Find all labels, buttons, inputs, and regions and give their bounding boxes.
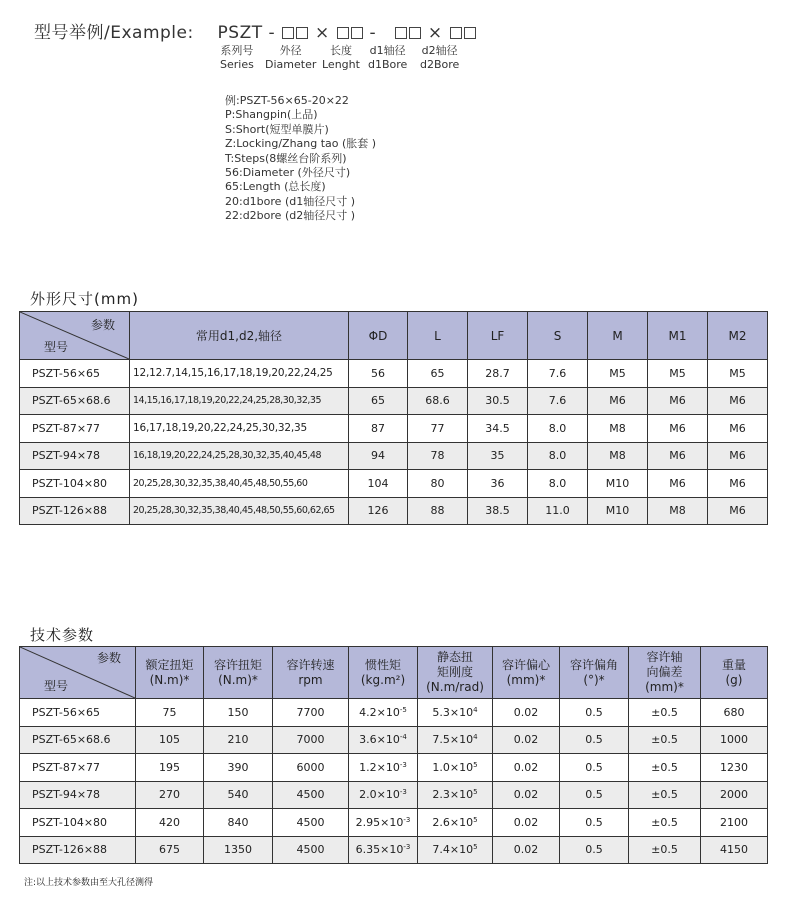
model-cell: PSZT-94×78 — [20, 781, 136, 809]
corner-param-label: 参数 — [90, 318, 115, 332]
table-cell: 2000 — [701, 781, 768, 809]
example-title-text: 型号举例/Example: — [34, 23, 194, 43]
table-cell: 0.5 — [560, 726, 629, 754]
placeholder-box-icon — [296, 27, 308, 39]
code-label-length: 长度 Lenght — [322, 44, 360, 71]
corner-model-label: 型号 — [44, 679, 69, 693]
table-cell: 195 — [136, 754, 204, 782]
table-row — [20, 781, 768, 809]
placeholder-box-icon — [464, 27, 476, 39]
corner-model-label: 型号 — [44, 340, 69, 354]
table-cell: 0.02 — [493, 836, 560, 864]
model-cell: PSZT-94×78 — [20, 442, 130, 470]
table-cell: 210 — [204, 726, 273, 754]
code-label-diameter: 外径 Diameter — [265, 44, 317, 71]
table-cell: 0.5 — [560, 699, 629, 727]
stiffness-cell: $7.5\times 10^4$ — [418, 726, 493, 754]
table-cell: ±0.5 — [629, 699, 701, 727]
table-cell: 28.7 — [468, 360, 528, 388]
table-cell: 88 — [408, 497, 468, 525]
table-cell: 80 — [408, 470, 468, 498]
table-header-row — [20, 312, 768, 360]
table-cell: 77 — [408, 415, 468, 443]
table-row — [20, 387, 768, 415]
column-header: 重量 (g) — [701, 647, 768, 699]
column-header: L — [408, 312, 468, 360]
table-cell: 4500 — [273, 781, 349, 809]
table-cell: M6 — [708, 387, 768, 415]
table-row — [20, 836, 768, 864]
table-cell: 11.0 — [528, 497, 588, 525]
table-row — [20, 442, 768, 470]
column-header: 静态扭 矩刚度 (N.m/rad) — [418, 647, 493, 699]
column-header: M — [588, 312, 648, 360]
table-cell: 1350 — [204, 836, 273, 864]
corner-header-cell — [20, 312, 130, 360]
table-cell: M6 — [648, 442, 708, 470]
column-header: 容许轴 向偏差 (mm)* — [629, 647, 701, 699]
table-cell: 680 — [701, 699, 768, 727]
model-cell: PSZT-87×77 — [20, 415, 130, 443]
placeholder-box-icon — [351, 27, 363, 39]
bores-cell: 16,17,18,19,20,22,24,25,30,32,35 — [130, 415, 349, 443]
table-row — [20, 726, 768, 754]
model-cell: PSZT-56×65 — [20, 360, 130, 388]
column-header: 容许偏心 (mm)* — [493, 647, 560, 699]
table-cell: 675 — [136, 836, 204, 864]
note-line: 65:Length (总长度) — [225, 180, 326, 194]
table-cell: 150 — [204, 699, 273, 727]
inertia-cell: $6.35\times 10^{-3}$ — [349, 836, 418, 864]
note-line: T:Steps(8螺丝台阶系列) — [225, 151, 347, 165]
table-cell: 68.6 — [408, 387, 468, 415]
table-cell: 7.6 — [528, 387, 588, 415]
table-cell: 7.6 — [528, 360, 588, 388]
table-cell: 65 — [349, 387, 408, 415]
dims-section-title: 外形尺寸(mm) — [30, 290, 139, 308]
table-row — [20, 754, 768, 782]
column-header: 额定扭矩 (N.m)* — [136, 647, 204, 699]
note-line: 56:Diameter (外径尺寸) — [225, 166, 351, 180]
table-cell: M10 — [588, 470, 648, 498]
note-line: 22:d2bore (d2轴径尺寸 ) — [225, 209, 356, 223]
table-cell: M5 — [648, 360, 708, 388]
table-cell: M5 — [588, 360, 648, 388]
column-header: 常用d1,d2,轴径 — [130, 312, 349, 360]
table-cell: 0.5 — [560, 754, 629, 782]
table-cell: 270 — [136, 781, 204, 809]
table-cell: 36 — [468, 470, 528, 498]
table-cell: 0.02 — [493, 809, 560, 837]
column-header: M1 — [648, 312, 708, 360]
note-line: 20:d1bore (d1轴径尺寸 ) — [225, 194, 356, 208]
table-cell: 8.0 — [528, 442, 588, 470]
model-cell: PSZT-65×68.6 — [20, 726, 136, 754]
column-header: 惯性矩 (kg.m²) — [349, 647, 418, 699]
table-cell: M6 — [708, 470, 768, 498]
table-cell: 0.5 — [560, 836, 629, 864]
placeholder-box-icon — [395, 27, 407, 39]
column-header: S — [528, 312, 588, 360]
table-cell: M8 — [588, 415, 648, 443]
table-cell: M10 — [588, 497, 648, 525]
table-cell: 420 — [136, 809, 204, 837]
table-cell: 7700 — [273, 699, 349, 727]
bores-cell: 20,25,28,30,32,35,38,40,45,48,50,55,60,62,65 — [130, 497, 349, 525]
table-cell: 4150 — [701, 836, 768, 864]
table-cell: M6 — [708, 415, 768, 443]
table-cell: M8 — [648, 497, 708, 525]
code-label-d2bore: d2轴径 d2Bore — [420, 44, 460, 71]
table-cell: M6 — [708, 497, 768, 525]
model-cell: PSZT-126×88 — [20, 836, 136, 864]
table-cell: M8 — [588, 442, 648, 470]
table-cell: 38.5 — [468, 497, 528, 525]
stiffness-cell: $2.6\times 10^5$ — [418, 809, 493, 837]
code-label-series: 系列号 Series — [220, 44, 254, 71]
table-row — [20, 360, 768, 388]
table-cell: 2100 — [701, 809, 768, 837]
model-cell: PSZT-87×77 — [20, 754, 136, 782]
note-line: 例:PSZT-56×65-20×22 — [225, 94, 349, 107]
table-cell: 0.02 — [493, 781, 560, 809]
table-cell: 87 — [349, 415, 408, 443]
table-cell: 0.5 — [560, 781, 629, 809]
table-cell: 840 — [204, 809, 273, 837]
placeholder-box-icon — [409, 27, 421, 39]
table-cell: 65 — [408, 360, 468, 388]
table-cell: 35 — [468, 442, 528, 470]
bores-cell: 14,15,16,17,18,19,20,22,24,25,28,30,32,35 — [130, 387, 349, 415]
note-line: S:Short(短型单膜片) — [225, 122, 329, 136]
table-cell: 1000 — [701, 726, 768, 754]
footnote: 注:以上技术参数由至大孔径测得 — [24, 878, 154, 888]
technical-parameters-table — [19, 646, 768, 864]
column-header: 容许偏角 (°)* — [560, 647, 629, 699]
stiffness-cell: $5.3\times 10^4$ — [418, 699, 493, 727]
table-cell: 105 — [136, 726, 204, 754]
table-cell: 6000 — [273, 754, 349, 782]
table-row — [20, 497, 768, 525]
inertia-cell: $3.6\times 10^{-4}$ — [349, 726, 418, 754]
placeholder-box-icon — [282, 27, 294, 39]
table-cell: 7000 — [273, 726, 349, 754]
code-label-d1bore: d1轴径 d1Bore — [368, 44, 408, 71]
corner-param-label: 参数 — [96, 651, 121, 665]
inertia-cell: $1.2\times 10^{-3}$ — [349, 754, 418, 782]
column-header: 容许扭矩 (N.m)* — [204, 647, 273, 699]
table-cell: 56 — [349, 360, 408, 388]
table-row — [20, 809, 768, 837]
stiffness-cell: $7.4\times 10^5$ — [418, 836, 493, 864]
table-cell: 0.02 — [493, 754, 560, 782]
dimensions-table — [19, 311, 768, 525]
bores-cell: 12,12.7,14,15,16,17,18,19,20,22,24,25 — [130, 360, 349, 388]
table-cell: 0.5 — [560, 809, 629, 837]
placeholder-box-icon — [450, 27, 462, 39]
bores-cell: 16,18,19,20,22,24,25,28,30,32,35,40,45,48 — [130, 442, 349, 470]
table-cell: 4500 — [273, 809, 349, 837]
example-title: 型号举例/Example: PSZT - × - × — [34, 18, 477, 43]
table-cell: 78 — [408, 442, 468, 470]
bores-cell: 20,25,28,30,32,35,38,40,45,48,50,55,60 — [130, 470, 349, 498]
column-header: ΦD — [349, 312, 408, 360]
table-cell: 34.5 — [468, 415, 528, 443]
inertia-cell: $2.95\times 10^{-3}$ — [349, 809, 418, 837]
table-row — [20, 699, 768, 727]
table-header-row — [20, 647, 768, 699]
table-cell: 4500 — [273, 836, 349, 864]
table-cell: M6 — [588, 387, 648, 415]
table-cell: ±0.5 — [629, 726, 701, 754]
table-cell: 8.0 — [528, 470, 588, 498]
table-cell: 0.02 — [493, 699, 560, 727]
column-header: 容许转速 rpm — [273, 647, 349, 699]
table-cell: 390 — [204, 754, 273, 782]
table-cell: 540 — [204, 781, 273, 809]
table-row — [20, 470, 768, 498]
model-cell: PSZT-104×80 — [20, 809, 136, 837]
model-cell: PSZT-126×88 — [20, 497, 130, 525]
table-cell: M6 — [648, 470, 708, 498]
column-header: LF — [468, 312, 528, 360]
note-line: P:Shangpin(上品) — [225, 108, 318, 122]
table-cell: 30.5 — [468, 387, 528, 415]
table-cell: ±0.5 — [629, 754, 701, 782]
example-code: PSZT — [217, 23, 263, 43]
column-header: M2 — [708, 312, 768, 360]
table-cell: M6 — [648, 415, 708, 443]
table-cell: 94 — [349, 442, 408, 470]
model-cell: PSZT-65×68.6 — [20, 387, 130, 415]
corner-header-cell — [20, 647, 136, 699]
inertia-cell: $4.2\times 10^{-5}$ — [349, 699, 418, 727]
model-cell: PSZT-104×80 — [20, 470, 130, 498]
table-cell: M6 — [708, 442, 768, 470]
table-cell: 104 — [349, 470, 408, 498]
table-cell: M6 — [648, 387, 708, 415]
table-cell: 75 — [136, 699, 204, 727]
table-cell: 1230 — [701, 754, 768, 782]
table-row — [20, 415, 768, 443]
example-notes — [225, 94, 376, 224]
table-cell: ±0.5 — [629, 836, 701, 864]
table-cell: M5 — [708, 360, 768, 388]
tech-section-title: 技术参数 — [30, 626, 95, 644]
inertia-cell: $2.0\times 10^{-3}$ — [349, 781, 418, 809]
table-cell: 8.0 — [528, 415, 588, 443]
stiffness-cell: $1.0\times 10^5$ — [418, 754, 493, 782]
model-cell: PSZT-56×65 — [20, 699, 136, 727]
table-cell: ±0.5 — [629, 781, 701, 809]
table-cell: ±0.5 — [629, 809, 701, 837]
table-cell: 0.02 — [493, 726, 560, 754]
placeholder-box-icon — [337, 27, 349, 39]
note-line: Z:Locking/Zhang tao (胀套 ) — [225, 137, 377, 151]
stiffness-cell: $2.3\times 10^5$ — [418, 781, 493, 809]
table-cell: 126 — [349, 497, 408, 525]
